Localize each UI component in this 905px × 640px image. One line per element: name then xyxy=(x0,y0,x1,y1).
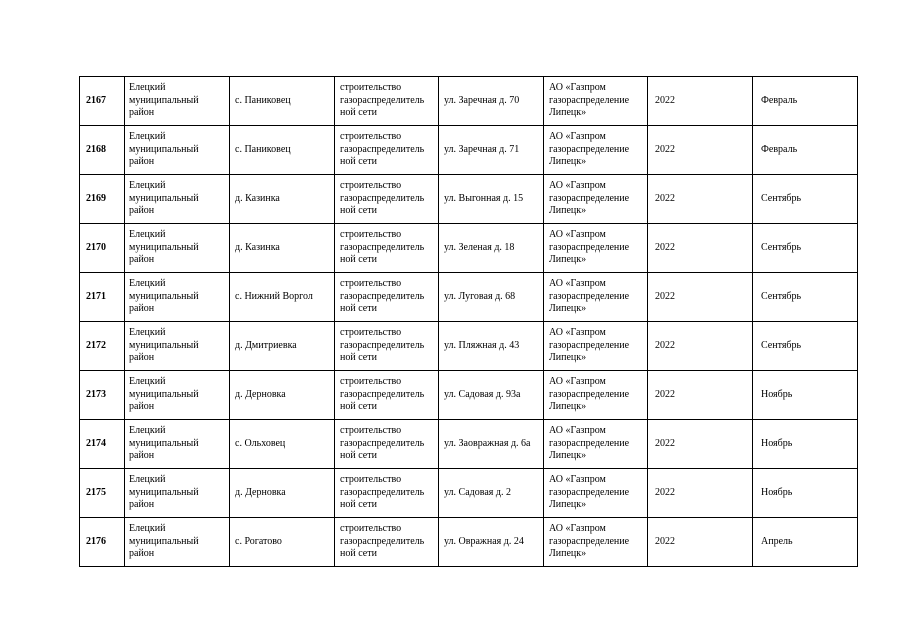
month-cell: Сентябрь xyxy=(753,273,858,322)
row-number-cell: 2173 xyxy=(80,371,125,420)
row-number-cell: 2167 xyxy=(80,77,125,126)
month-cell: Сентябрь xyxy=(753,322,858,371)
address-cell: ул. Пляжная д. 43 xyxy=(439,322,544,371)
year-cell: 2022 xyxy=(648,371,753,420)
organization-cell: АО «Газпром газораспределение Липецк» xyxy=(544,322,648,371)
district-cell: Елецкий муниципальный район xyxy=(125,322,230,371)
table-row xyxy=(80,224,858,273)
district-cell: Елецкий муниципальный район xyxy=(125,469,230,518)
month-cell: Февраль xyxy=(753,77,858,126)
row-number-cell: 2176 xyxy=(80,518,125,567)
address-cell: ул. Заречная д. 70 xyxy=(439,77,544,126)
address-cell: ул. Садовая д. 93а xyxy=(439,371,544,420)
district-cell: Елецкий муниципальный район xyxy=(125,273,230,322)
organization-cell: АО «Газпром газораспределение Липецк» xyxy=(544,518,648,567)
work-type-cell: строительство газораспределитель ной сети xyxy=(335,77,439,126)
month-cell: Сентябрь xyxy=(753,224,858,273)
address-cell: ул. Зеленая д. 18 xyxy=(439,224,544,273)
settlement-cell: с. Паниковец xyxy=(230,77,335,126)
year-cell: 2022 xyxy=(648,469,753,518)
table-row xyxy=(80,469,858,518)
table-row xyxy=(80,273,858,322)
table-row xyxy=(80,126,858,175)
settlement-cell: д. Дерновка xyxy=(230,469,335,518)
address-cell: ул. Выгонная д. 15 xyxy=(439,175,544,224)
district-cell: Елецкий муниципальный район xyxy=(125,518,230,567)
table-row xyxy=(80,175,858,224)
year-cell: 2022 xyxy=(648,518,753,567)
table-body xyxy=(80,77,858,567)
settlement-cell: с. Рогатово xyxy=(230,518,335,567)
settlement-cell: с. Паниковец xyxy=(230,126,335,175)
address-cell: ул. Заречная д. 71 xyxy=(439,126,544,175)
row-number-cell: 2175 xyxy=(80,469,125,518)
district-cell: Елецкий муниципальный район xyxy=(125,77,230,126)
work-type-cell: строительство газораспределитель ной сети xyxy=(335,469,439,518)
month-cell: Ноябрь xyxy=(753,469,858,518)
month-cell: Февраль xyxy=(753,126,858,175)
month-cell: Сентябрь xyxy=(753,175,858,224)
year-cell: 2022 xyxy=(648,273,753,322)
row-number-cell: 2171 xyxy=(80,273,125,322)
row-number-cell: 2169 xyxy=(80,175,125,224)
year-cell: 2022 xyxy=(648,126,753,175)
month-cell: Ноябрь xyxy=(753,420,858,469)
work-type-cell: строительство газораспределитель ной сети xyxy=(335,518,439,567)
address-cell: ул. Заовражная д. 6а xyxy=(439,420,544,469)
settlement-cell: д. Казинка xyxy=(230,224,335,273)
district-cell: Елецкий муниципальный район xyxy=(125,371,230,420)
settlement-cell: д. Дмитриевка xyxy=(230,322,335,371)
organization-cell: АО «Газпром газораспределение Липецк» xyxy=(544,126,648,175)
work-type-cell: строительство газораспределитель ной сети xyxy=(335,175,439,224)
gasification-schedule-table xyxy=(79,76,858,567)
work-type-cell: строительство газораспределитель ной сети xyxy=(335,322,439,371)
address-cell: ул. Садовая д. 2 xyxy=(439,469,544,518)
district-cell: Елецкий муниципальный район xyxy=(125,420,230,469)
settlement-cell: д. Дерновка xyxy=(230,371,335,420)
settlement-cell: с. Нижний Воргол xyxy=(230,273,335,322)
table-row xyxy=(80,322,858,371)
table-row xyxy=(80,77,858,126)
organization-cell: АО «Газпром газораспределение Липецк» xyxy=(544,420,648,469)
organization-cell: АО «Газпром газораспределение Липецк» xyxy=(544,371,648,420)
settlement-cell: д. Казинка xyxy=(230,175,335,224)
row-number-cell: 2170 xyxy=(80,224,125,273)
settlement-cell: с. Ольховец xyxy=(230,420,335,469)
organization-cell: АО «Газпром газораспределение Липецк» xyxy=(544,77,648,126)
year-cell: 2022 xyxy=(648,322,753,371)
month-cell: Ноябрь xyxy=(753,371,858,420)
work-type-cell: строительство газораспределитель ной сети xyxy=(335,371,439,420)
work-type-cell: строительство газораспределитель ной сети xyxy=(335,273,439,322)
address-cell: ул. Луговая д. 68 xyxy=(439,273,544,322)
row-number-cell: 2172 xyxy=(80,322,125,371)
row-number-cell: 2168 xyxy=(80,126,125,175)
district-cell: Елецкий муниципальный район xyxy=(125,126,230,175)
organization-cell: АО «Газпром газораспределение Липецк» xyxy=(544,224,648,273)
organization-cell: АО «Газпром газораспределение Липецк» xyxy=(544,273,648,322)
district-cell: Елецкий муниципальный район xyxy=(125,175,230,224)
address-cell: ул. Овражная д. 24 xyxy=(439,518,544,567)
work-type-cell: строительство газораспределитель ной сети xyxy=(335,420,439,469)
district-cell: Елецкий муниципальный район xyxy=(125,224,230,273)
table-row xyxy=(80,518,858,567)
work-type-cell: строительство газораспределитель ной сети xyxy=(335,224,439,273)
year-cell: 2022 xyxy=(648,77,753,126)
table-row xyxy=(80,371,858,420)
year-cell: 2022 xyxy=(648,224,753,273)
month-cell: Апрель xyxy=(753,518,858,567)
work-type-cell: строительство газораспределитель ной сети xyxy=(335,126,439,175)
table-row xyxy=(80,420,858,469)
organization-cell: АО «Газпром газораспределение Липецк» xyxy=(544,175,648,224)
year-cell: 2022 xyxy=(648,420,753,469)
organization-cell: АО «Газпром газораспределение Липецк» xyxy=(544,469,648,518)
year-cell: 2022 xyxy=(648,175,753,224)
row-number-cell: 2174 xyxy=(80,420,125,469)
